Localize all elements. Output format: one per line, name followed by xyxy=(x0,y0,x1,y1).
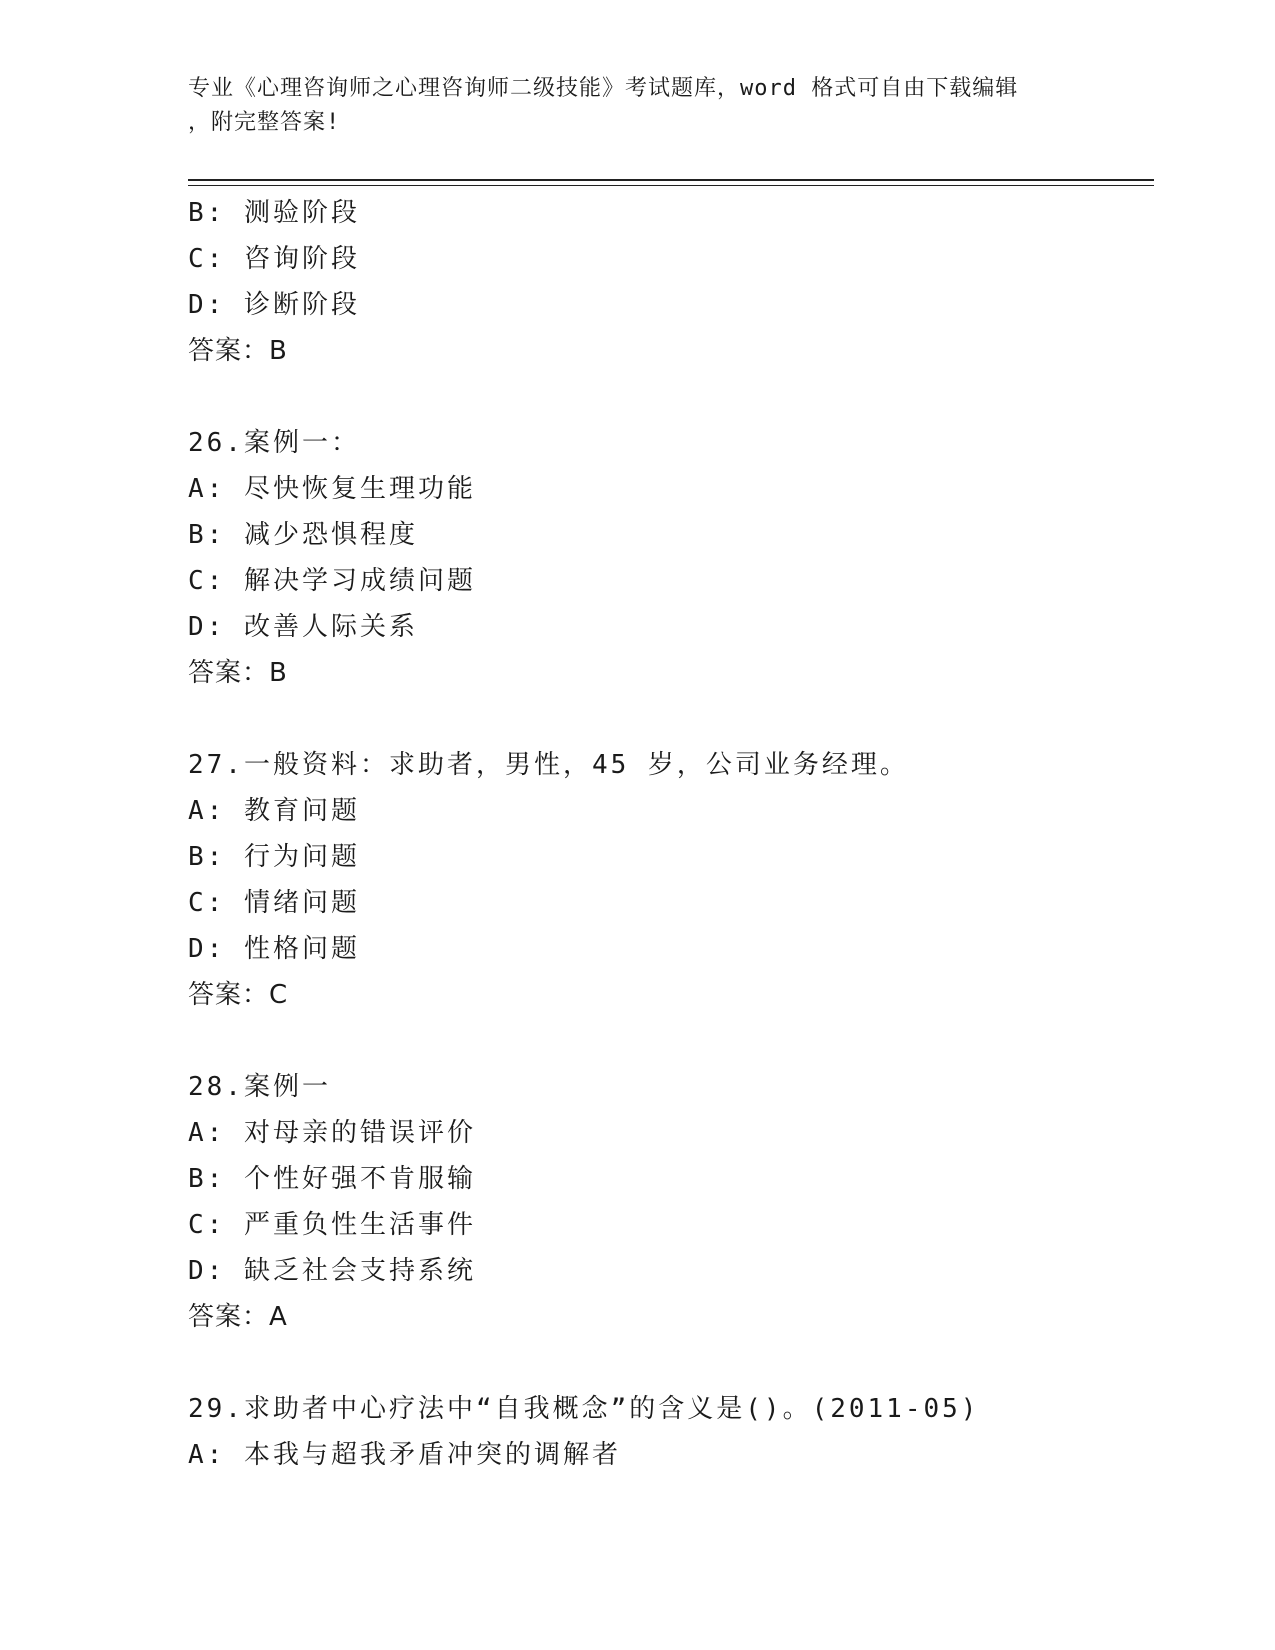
question-list xyxy=(188,190,1154,1478)
option-c: C: 严重负性生活事件 xyxy=(188,1210,476,1240)
header-line-1: 专业《心理咨询师之心理咨询师二级技能》考试题库，word 格式可自由下载编辑 xyxy=(188,76,1019,101)
answer-line: 答案：B xyxy=(188,658,288,688)
option-a: A: 教育问题 xyxy=(188,796,360,826)
spacer xyxy=(188,1018,1154,1064)
document-header xyxy=(188,72,1088,140)
question-28-title: 28.案例一 xyxy=(188,1072,331,1102)
option-a: A: 本我与超我矛盾冲突的调解者 xyxy=(188,1440,621,1470)
answer-line: 答案：C xyxy=(188,980,289,1010)
spacer xyxy=(188,374,1154,420)
option-c: C: 咨询阶段 xyxy=(188,244,360,274)
option-d: D: 改善人际关系 xyxy=(188,612,418,642)
option-d: D: 缺乏社会支持系统 xyxy=(188,1256,476,1286)
option-d: D: 诊断阶段 xyxy=(188,290,360,320)
answer-line: 答案：B xyxy=(188,336,288,366)
option-a: A: 对母亲的错误评价 xyxy=(188,1118,476,1148)
option-c: C: 解决学习成绩问题 xyxy=(188,566,476,596)
header-line-2: ，附完整答案! xyxy=(188,110,341,135)
option-b: B: 行为问题 xyxy=(188,842,360,872)
spacer xyxy=(188,1340,1154,1386)
option-d: D: 性格问题 xyxy=(188,934,360,964)
option-b: B: 减少恐惧程度 xyxy=(188,520,418,550)
answer-line: 答案：A xyxy=(188,1302,288,1332)
question-27-title: 27.一般资料：求助者，男性，45 岁，公司业务经理。 xyxy=(188,750,909,780)
header-divider-thin xyxy=(188,185,1154,186)
question-26-title: 26.案例一： xyxy=(188,428,360,458)
option-a: A: 尽快恢复生理功能 xyxy=(188,474,476,504)
option-c: C: 情绪问题 xyxy=(188,888,360,918)
spacer xyxy=(188,696,1154,742)
option-b: B: 个性好强不肯服输 xyxy=(188,1164,476,1194)
header-divider-thick xyxy=(188,179,1154,181)
question-29-title: 29.求助者中心疗法中“自我概念”的含义是()。(2011-05) xyxy=(188,1394,980,1424)
option-b: B: 测验阶段 xyxy=(188,198,360,228)
